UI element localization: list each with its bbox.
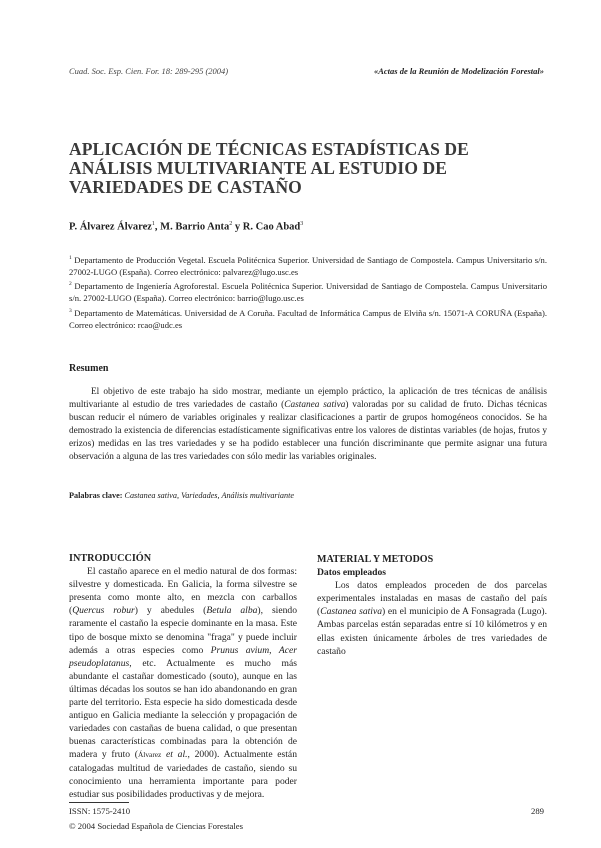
body-text: , etc. Actualmente es mucho más abundante el castañar domesticado (souto), aunque en las últimas décadas los soutos se han ido abandonando en gran parte del territorio. Esta especie ha sido domesticada desde antiguo en Galicia mediante la selección y propagación de variedades con castañas de buena calidad, o que presentan buenas características combinadas para la obtención de madera y fruto ( — [69, 657, 297, 761]
author-name: P. Álvarez Álvarez — [69, 221, 152, 233]
affiliation-number: 3 — [69, 307, 72, 314]
reference-author: Álvarez — [137, 750, 162, 760]
title-line: APLICACIÓN DE TÉCNICAS ESTADÍSTICAS DE — [69, 139, 469, 159]
materials-heading: MATERIAL Y METODOS — [317, 554, 434, 565]
affiliation-number: 2 — [69, 281, 72, 288]
affiliation-item — [69, 278, 547, 304]
author-affiliation-mark: 2 — [229, 221, 233, 227]
affiliation-text: Departamento de Producción Vegetal. Escuela Politécnica Superior. Universidad de Santiago de Compostela. Campus Universitario s/n. 27002-LUGO (España). Correo electrónico: palvarez@lugo.usc.es — [69, 254, 547, 278]
species-name: Acer pseudoplatanus — [69, 644, 297, 669]
column-left — [69, 552, 297, 801]
author-name: R. Cao Abad — [242, 221, 301, 233]
body-text: ) en el municipio de A Fonsagrada (Lugo). Ambas parcelas están separadas entre sí 10 kilómetros y en ellas existen únicamente árboles de tres variedades de castaño — [317, 606, 548, 657]
author-list — [69, 221, 303, 233]
paper-title — [69, 140, 539, 197]
keywords-label: Palabras clave: — [69, 491, 123, 500]
affiliation-item — [69, 252, 547, 278]
affiliations — [69, 252, 547, 331]
body-text: , 2000). Actualmente están catalogadas multitud de variedades de castaño, siendo su conocimiento una herramienta importante para poder estudiar sus posibilidades productivas y de mejora. — [69, 749, 297, 800]
intro-paragraph — [69, 565, 297, 801]
species-name: Betula alba — [206, 605, 258, 617]
body-text: , — [269, 644, 279, 656]
affiliation-text: Departamento de Matemáticas. Universidad de A Coruña. Facultad de Informática Campus de Elviña s/n. 15071-A CORUÑA (España). Correo electrónico: rcao@udc.es — [69, 307, 547, 330]
body-text: ), siendo raramente el castaño la especie dominante en la masa. Este tipo de bosque mixto se denomina "fraga" y puede incluir además a otras especies como — [69, 605, 298, 656]
author-separator: , — [154, 221, 161, 233]
affiliation-item — [69, 305, 547, 331]
issn: ISSN: 1575-2410 — [69, 806, 131, 816]
affiliation-text: Departamento de Ingeniería Agroforestal. Escuela Politécnica Superior. Universidad de Santiago de Compostela. Campus Universitario s/n. 27002-LUGO (España). Correo electrónico: barrio@lugo.usc.es — [69, 281, 547, 304]
author-affiliation-mark: 1 — [151, 221, 155, 227]
footer-rule — [69, 802, 129, 803]
column-right — [317, 553, 547, 658]
species-name: Quercus robur — [72, 605, 135, 617]
keywords — [69, 491, 294, 500]
author-name: M. Barrio Anta — [160, 221, 230, 233]
page-number: 289 — [530, 806, 544, 816]
title-line: ANÁLISIS MULTIVARIANTE AL ESTUDIO DE — [69, 158, 448, 178]
title-line: VARIEDADES DE CASTAÑO — [69, 177, 302, 197]
author-affiliation-mark: 3 — [300, 221, 304, 227]
species-name: Castanea sativa — [284, 399, 346, 410]
species-name: Castanea sativa — [320, 606, 383, 618]
intro-heading: INTRODUCCIÓN — [69, 553, 152, 564]
reference-etal: et al. — [166, 749, 188, 761]
affiliation-number: 1 — [69, 255, 72, 261]
data-subheading: Datos empleados — [317, 567, 387, 579]
abstract-text: ) valoradas por su calidad de fruto. Dichas técnicas buscan reducir el número de variables originales y realizar clasificaciones a partir de grupos homogéneos conocidos. Se ha demostrado la existencia de diferencias estadísticamente significativas entre los valores de distintas variables (de hojas, frutos y erizos) medidas en las tres variedades y se ha podido establecer una función discriminante que permite asignar una futura observación a alguna de las tres variedades con sólo medir las variables originales. — [69, 399, 547, 462]
proceedings-title: «Actas de la Reunión de Modelización Forestal» — [373, 66, 544, 76]
author-separator: y — [232, 221, 243, 233]
materials-paragraph — [317, 579, 547, 658]
abstract-heading: Resumen — [69, 363, 109, 374]
abstract-body — [69, 386, 547, 463]
copyright: © 2004 Sociedad Española de Ciencias Forestales — [69, 821, 244, 831]
species-name: Prunus avium — [210, 644, 270, 656]
keywords-value: Castanea sativa, Variedades, Análisis multivariante — [124, 491, 294, 500]
body-text: Los datos empleados proceden de dos parcelas experimentales instaladas en masas de castaño del país ( — [317, 580, 547, 618]
abstract-text: El objetivo de este trabajo ha sido mostrar, mediante un ejemplo práctico, la aplicación de tres técnicas de análisis multivariante al estudio de tres variedades de castaño ( — [69, 387, 547, 410]
body-text: ) y abedules ( — [134, 605, 207, 617]
body-text: El castaño aparece en el medio natural de dos formas: silvestre y domesticada. En Galicia, la forma silvestre se presenta como monte alto, en mezcla con carballos ( — [69, 566, 297, 617]
journal-citation: Cuad. Soc. Esp. Cien. For. 18: 289-295 (2004) — [69, 66, 229, 76]
